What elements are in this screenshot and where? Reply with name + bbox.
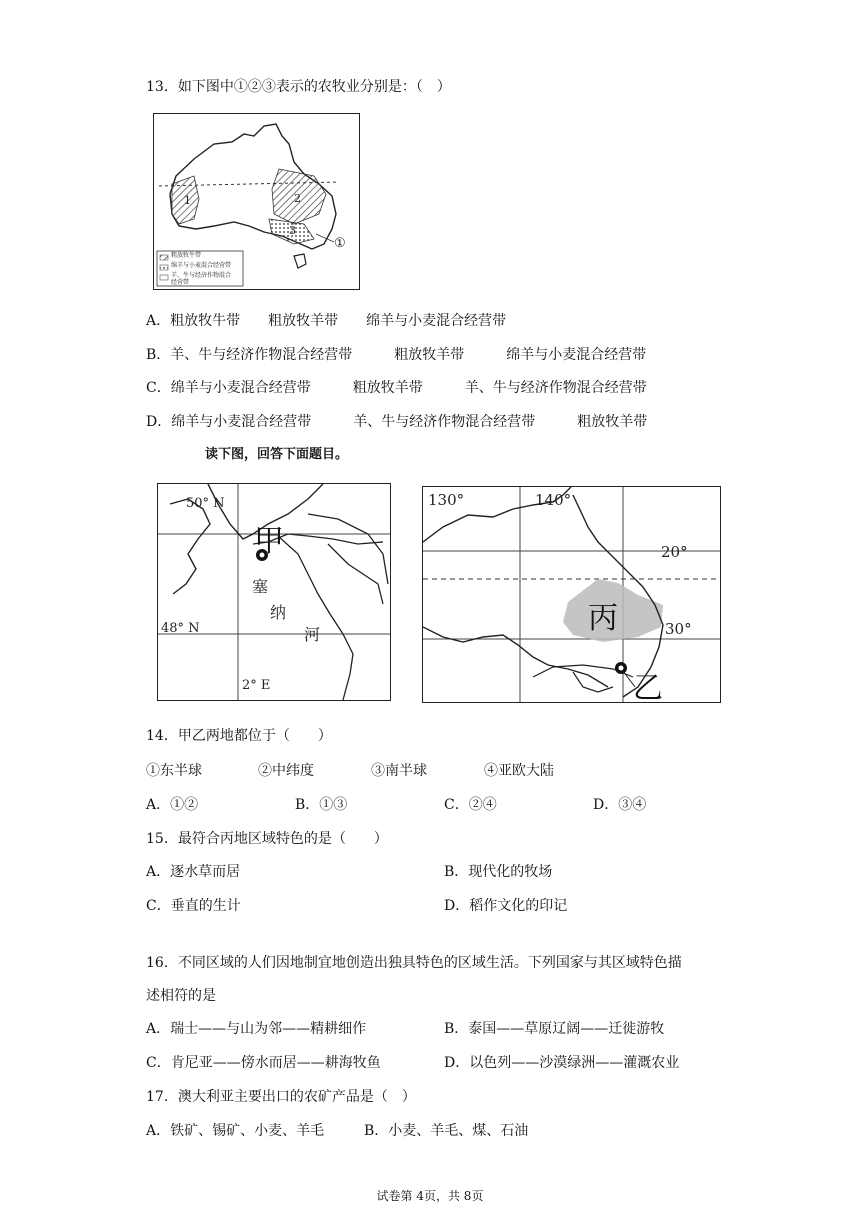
map-left-place-jia: 甲 [254,524,284,559]
q14-item-4: ④亚欧大陆 [484,763,554,779]
q13-mark-1: 1 [184,194,191,207]
q17-stem: 17．澳大利亚主要出口的农矿产品是（ ） [146,1089,416,1105]
q16-stem-line-2: 述相符的是 [146,988,216,1004]
q16-option-c[interactable]: C．肯尼亚——傍水而居——耕海牧鱼 [146,1055,381,1071]
map-right-lon-130: 130° [428,491,465,509]
q13-option-d[interactable]: D．绵羊与小麦混合经营带 羊、牛与经济作物混合经营带 粗放牧羊带 [146,414,648,430]
map-left-lat-48: 48° N [161,621,200,636]
map-right-australia [422,486,721,703]
q13-mark-2: 2 [294,192,301,205]
map-right-lon-140: 140° [535,491,572,509]
map-left-river-char-3: 河 [304,625,321,644]
q13-option-b[interactable]: B．羊、牛与经济作物混合经营带 粗放牧羊带 绵羊与小麦混合经营带 [146,347,647,363]
map-left-lon-2: 2° E [242,678,271,693]
q14-option-a[interactable]: A．①② [146,797,199,813]
q14-option-b[interactable]: B．①③ [295,797,348,813]
map-left-river-char-1: 塞 [252,577,269,596]
q15-option-a[interactable]: A．逐水草而居 [146,864,241,880]
map-right-region-bing: 丙 [588,601,618,636]
q15-option-b[interactable]: B．现代化的牧场 [444,864,553,880]
q16-option-b[interactable]: B．泰国——草原辽阔——迁徙游牧 [444,1021,665,1037]
q16-option-a[interactable]: A．瑞士——与山为邻——精耕细作 [146,1021,367,1037]
map-left-france [157,483,391,701]
q13-stem: 13．如下图中①②③表示的农牧业分别是：（ ） [146,79,451,95]
q15-stem: 15．最符合丙地区域特色的是（ ） [146,831,388,847]
map-right-lat-30: 30° [665,620,692,638]
map-right-place-yi: 乙 [633,671,663,703]
q13-option-a[interactable]: A．粗放牧牛带 粗放牧羊带 绵羊与小麦混合经营带 [146,313,507,329]
map-right-drawing [423,487,720,702]
q13-mark-circle-1: ① [334,236,346,251]
map-right-lat-20: 20° [661,543,688,561]
q14-stem: 14．甲乙两地都位于（ ） [146,728,332,744]
q13-legend-2: 绵羊与小麦混合经营带 [171,262,232,269]
q17-option-a[interactable]: A．铁矿、锡矿、小麦、羊毛 [146,1123,325,1139]
q16-stem-line-1: 16．不同区域的人们因地制宜地创造出独具特色的区域生活。下列国家与其区域特色描 [146,955,682,971]
q13-legend-1: 粗放牧牛带 [171,252,202,259]
reading-intro: 读下图，回答下面题目。 [205,447,349,462]
q14-item-3: ③南半球 [371,763,427,779]
q14-option-d[interactable]: D．③④ [593,797,647,813]
q17-option-b[interactable]: B．小麦、羊毛、煤、石油 [364,1123,529,1139]
page-footer: 试卷第 4页，共 8页 [376,1189,484,1203]
q13-legend-4: 经营带 [171,279,190,286]
q14-item-2: ②中纬度 [258,763,314,779]
map-left-river-char-2: 纳 [270,603,287,622]
q15-option-d[interactable]: D．稻作文化的印记 [444,898,568,914]
q13-mark-3: 3 [289,224,296,237]
q15-option-c[interactable]: C．垂直的生计 [146,898,241,914]
map-left-lat-50: 50° N [186,496,225,511]
q14-option-c[interactable]: C．②④ [444,797,497,813]
q16-option-d[interactable]: D．以色列——沙漠绿洲——灌溉农业 [444,1055,680,1071]
q14-item-1: ①东半球 [146,763,202,779]
q13-legend-3: 羊、牛与经济作物混合 [171,272,232,279]
q13-australia-map [153,113,360,290]
q13-option-c[interactable]: C．绵羊与小麦混合经营带 粗放牧羊带 羊、牛与经济作物混合经营带 [146,380,647,396]
